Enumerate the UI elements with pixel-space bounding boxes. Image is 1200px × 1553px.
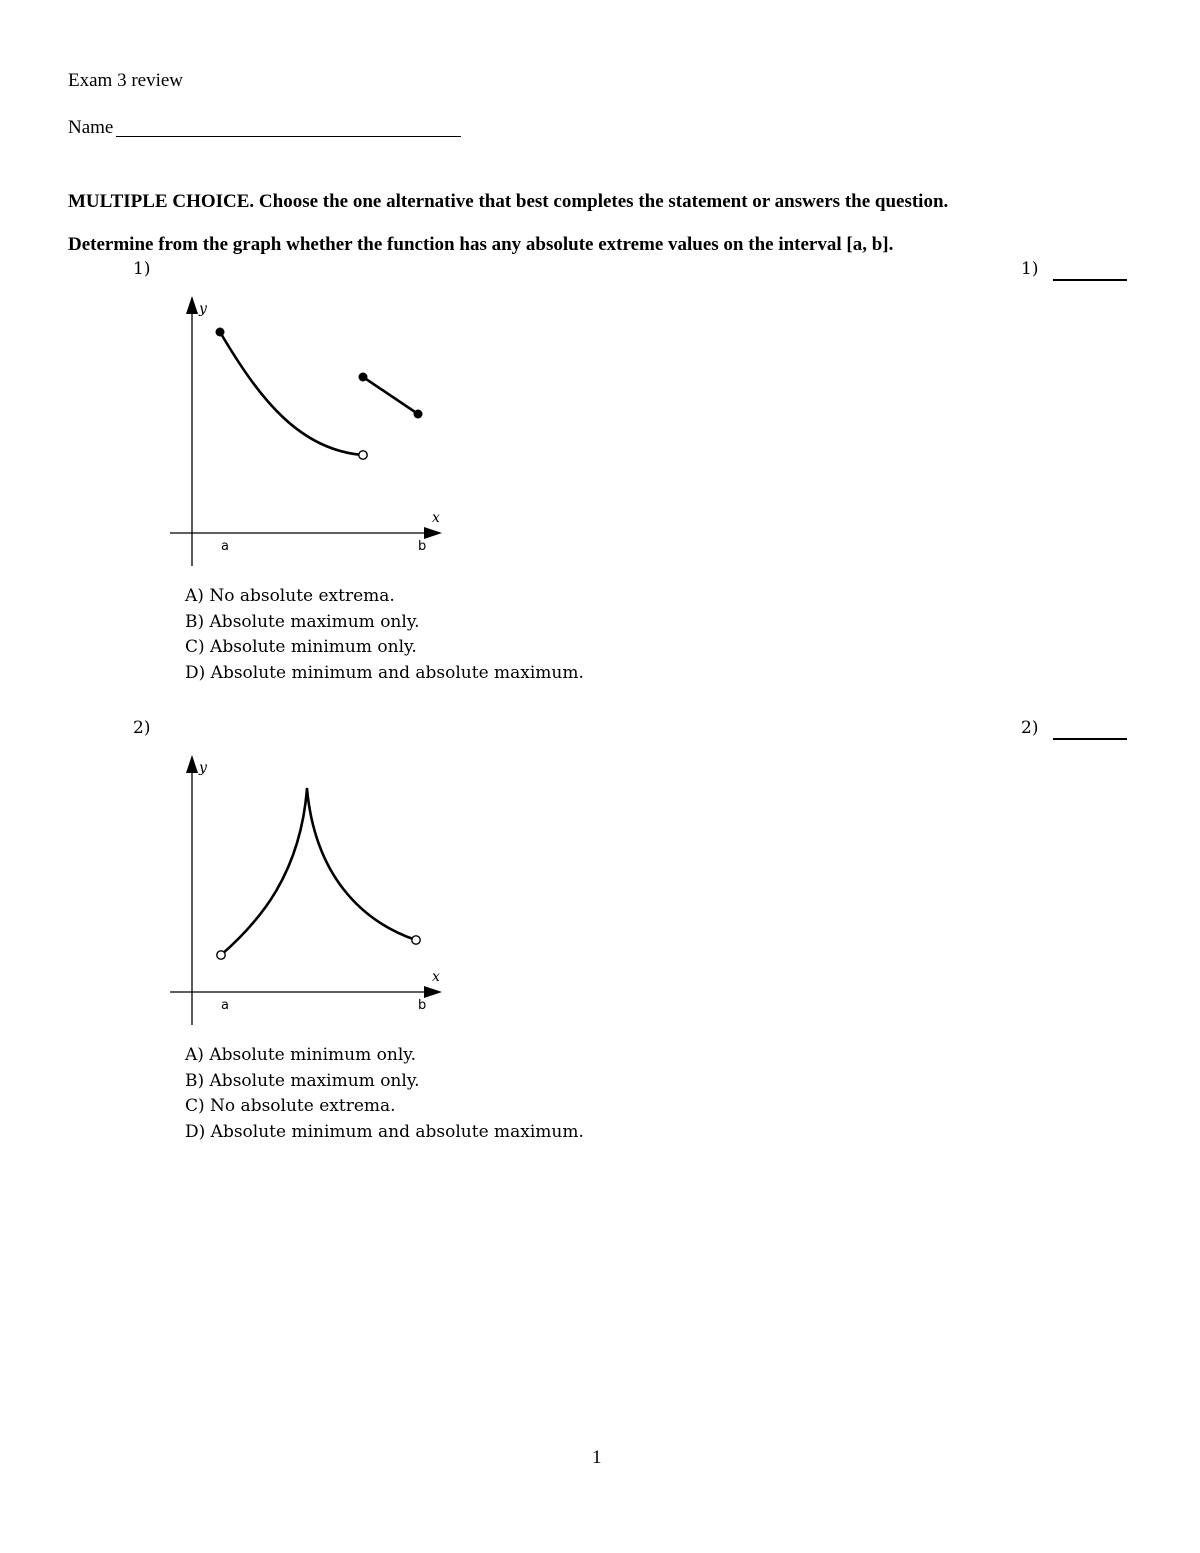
open-endpoint bbox=[359, 451, 367, 459]
question-1-graph bbox=[160, 290, 450, 580]
x-axis-arrow bbox=[424, 527, 442, 539]
name-field-line[interactable] bbox=[116, 136, 461, 137]
page-number: 1 bbox=[592, 1447, 602, 1468]
tick-label-a: a bbox=[221, 539, 229, 554]
y-axis-arrow bbox=[186, 755, 198, 773]
open-endpoint-a bbox=[217, 951, 225, 959]
choice-c[interactable]: C) Absolute minimum only. bbox=[185, 637, 417, 657]
y-axis-label: y bbox=[199, 301, 207, 317]
question-1-answer-label: 1) bbox=[1021, 259, 1039, 279]
closed-endpoint-mid bbox=[359, 373, 368, 382]
x-axis-arrow bbox=[424, 986, 442, 998]
question-1-choices bbox=[185, 584, 584, 686]
question-2-answer-blank[interactable] bbox=[1053, 738, 1127, 740]
y-axis-label: y bbox=[199, 760, 207, 776]
choice-a[interactable]: A) Absolute minimum only. bbox=[185, 1045, 417, 1065]
question-2-choices bbox=[185, 1043, 584, 1145]
choice-c[interactable]: C) No absolute extrema. bbox=[185, 1096, 396, 1116]
directive: Determine from the graph whether the function has any absolute extreme values on the interval [a, b]. bbox=[68, 234, 894, 255]
closed-endpoint-left bbox=[216, 328, 225, 337]
question-1-number: 1) bbox=[133, 259, 151, 279]
choice-b[interactable]: B) Absolute maximum only. bbox=[185, 1070, 420, 1091]
curve-segment-2 bbox=[363, 377, 418, 414]
choice-d[interactable]: D) Absolute minimum and absolute maximum. bbox=[185, 1121, 584, 1142]
open-endpoint-b bbox=[412, 936, 420, 944]
tick-label-a: a bbox=[221, 998, 229, 1013]
name-label: Name bbox=[68, 117, 114, 138]
tick-label-b: b bbox=[418, 539, 427, 554]
tick-label-b: b bbox=[418, 998, 427, 1013]
exam-title: Exam 3 review bbox=[68, 70, 184, 91]
question-2-graph bbox=[160, 749, 450, 1039]
choice-a[interactable]: A) No absolute extrema. bbox=[185, 586, 395, 606]
closed-endpoint-b bbox=[414, 410, 423, 419]
question-2-number: 2) bbox=[133, 718, 151, 738]
choice-b[interactable]: B) Absolute maximum only. bbox=[185, 611, 420, 632]
question-1-answer-blank[interactable] bbox=[1053, 279, 1127, 281]
curve-segment-1 bbox=[220, 332, 363, 455]
curve-right-branch bbox=[307, 789, 416, 940]
curve-left-branch bbox=[221, 789, 307, 955]
question-2-answer-label: 2) bbox=[1021, 718, 1039, 738]
x-axis-label: x bbox=[432, 969, 440, 985]
y-axis-arrow bbox=[186, 296, 198, 314]
choice-d[interactable]: D) Absolute minimum and absolute maximum. bbox=[185, 662, 584, 683]
section-heading: MULTIPLE CHOICE. Choose the one alternative that best completes the statement or answers the question. bbox=[68, 191, 949, 212]
x-axis-label: x bbox=[432, 510, 440, 526]
